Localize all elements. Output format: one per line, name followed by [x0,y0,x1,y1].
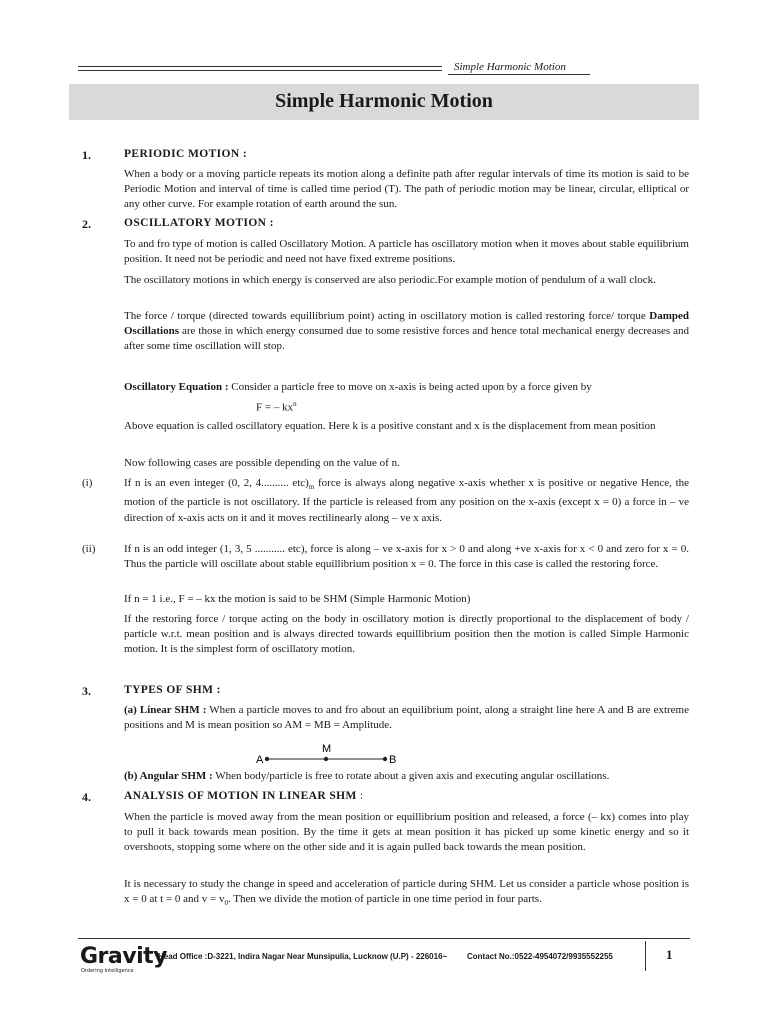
damped-oscillations-text: are those in which energy consumed due to some resistive forces and hence total mechanical energy decreases and after some time oscillation will stop. [124,325,689,353]
section-4-paragraph-2 [124,877,689,912]
footer-contact: Contact No.:0522-4954072/9935552255 [467,952,613,961]
section-4-heading-colon: : [356,790,364,802]
case-1-text-a: If n is an even integer (0, 2, 4.......... etc) [124,477,309,489]
force-equation [256,400,297,414]
section-4-paragraph-2-b: . Then we divide the motion of particle in one time period in four parts. [228,893,542,906]
diagram-point-a [265,757,269,761]
section-2-paragraph-4: Above equation is called oscillatory equation. Here k is a positive constant and x is the displacement from mean position [124,420,656,432]
oscillatory-equation-label: Oscillatory Equation : [124,381,229,393]
section-2-paragraph-7: If the restoring force / torque acting on the body in oscillatory motion is directly proportional to the displacement of body / particle w.r.t. mean position and is always directed towards equillibrium position then the motion is called Simple Harmonic motion. It is the simplest form of oscillatory motion. [124,613,689,656]
section-2-paragraph-3 [124,309,689,355]
footer-rule [78,938,690,939]
section-1-heading: PERIODIC MOTION : [124,148,248,160]
oscillatory-equation-intro: Consider a particle free to move on x-axis is being acted upon by a force given by [228,381,592,393]
section-4-paragraph-2-a: It is necessary to study the change in speed and acceleration of particle during SHM. Let us consider a particle whose position is x = 0 at t = 0 and v = v [124,878,689,906]
linear-shm-label: (a) Linear SHM : [124,704,207,716]
header-rule-top [78,66,442,67]
amb-line-diagram [256,742,406,768]
section-2-paragraph-1: To and fro type of motion is called Oscillatory Motion. A particle has oscillatory motion when it moves about stable equilibrium position. It need not be periodic and need not have fixed extreme positions. [124,238,689,266]
oscillatory-equation-paragraph [124,380,689,395]
velocity-subscript: 0 [224,899,228,908]
case-1-number: (i) [82,477,93,489]
angular-shm-label: (b) Angular SHM : [124,770,213,782]
case-2-number: (ii) [82,543,96,555]
title-band [69,84,699,120]
angular-shm-text: When body/particle is free to rotate about a given axis and executing angular oscillations. [212,770,610,782]
case-2-paragraph: If n is an odd integer (1, 3, 5 ........... etc), force is along – ve x-axis for x > 0 and along +ve x-axis for x < 0 and zero for x = 0. Thus the particle will oscillate about stable equillibrium position x = 0. The force in this case is called the restoring force. [124,543,689,571]
case-1-paragraph [124,476,689,526]
section-4-paragraph-1: When the particle is moved away from the mean position or equillibrium position and released, a force (– kx) comes into play to pull it back towards mean position. By the time it gets at mean position it has picked up some kinetic energy and so it overshoots, stopping some where on the other side and it is again pulled back towards the mean position. [124,811,689,854]
footer-divider [645,941,646,971]
section-3-heading: TYPES OF SHM : [124,684,221,696]
section-4-heading [124,790,364,802]
case-1-subscript: m [308,483,315,492]
case-1-text-b: force is always along negative x-axis whether x is positive or negative Hence, the motion of the particle is not oscillatory. If the particle is released from any position on the x-axis (except x = 0) a force in – ve direction of x-axis acts on it and it moves rectilinearly along – ve x axis. [124,477,690,524]
section-1-number: 1. [82,148,91,162]
running-header-title: Simple Harmonic Motion [454,61,566,73]
section-2-heading: OSCILLATORY MOTION : [124,217,274,229]
section-1-paragraph: When a body or a moving particle repeats its motion along a definite path after regular intervals of time its motion is said to be Periodic Motion and interval of time is called time period (T). The path of periodic motion may be linear, circular, elliptical or any other curve. For example rotation of earth around the sun. [124,168,689,211]
section-2-paragraph-2: The oscillatory motions in which energy is conserved are also periodic.For example motion of pendulum of a wall clock. [124,274,656,286]
header-title-underline [448,74,590,75]
page-number: 1 [666,947,673,962]
linear-shm-text: When a particle moves to and fro about an equilibrium point, along a straight line here A and B are extreme positions and M is mean position so AM = MB = Amplitude. [124,704,689,732]
restoring-force-text: The force / torque (directed towards equillibrium point) acting in oscillatory motion is called restoring force/ torque [124,310,650,322]
linear-shm-paragraph [124,703,689,733]
section-2-paragraph-5: Now following cases are possible depending on the value of n. [124,457,400,469]
damped-oscillations-term: Damped Oscillations [124,310,689,338]
diagram-label-a: A [256,754,264,766]
diagram-point-b [383,757,387,761]
section-4-number: 4. [82,790,91,804]
gravity-logo-tagline: Ordering Intelligence [81,968,134,974]
angular-shm-paragraph [124,769,689,784]
page-title: Simple Harmonic Motion [275,90,493,112]
diagram-label-m: M [322,743,332,755]
footer-head-office: Head Office :D-3221, Indira Nagar Near Munsipulia, Lucknow (U.P) - 226016~ [158,952,448,961]
section-2-number: 2. [82,217,91,231]
section-2-paragraph-6: If n = 1 i.e., F = – kx the motion is said to be SHM (Simple Harmonic Motion) [124,593,471,605]
diagram-point-m [324,757,328,761]
section-3-number: 3. [82,684,91,698]
section-4-heading-text: ANALYSIS OF MOTION IN LINEAR SHM [124,790,357,802]
gravity-logo: Gravity [80,944,167,969]
header-rule-bottom [78,70,442,71]
force-equation-main: F = – kx [256,401,294,414]
diagram-label-b: B [389,754,397,766]
force-equation-exponent: n [293,400,297,408]
